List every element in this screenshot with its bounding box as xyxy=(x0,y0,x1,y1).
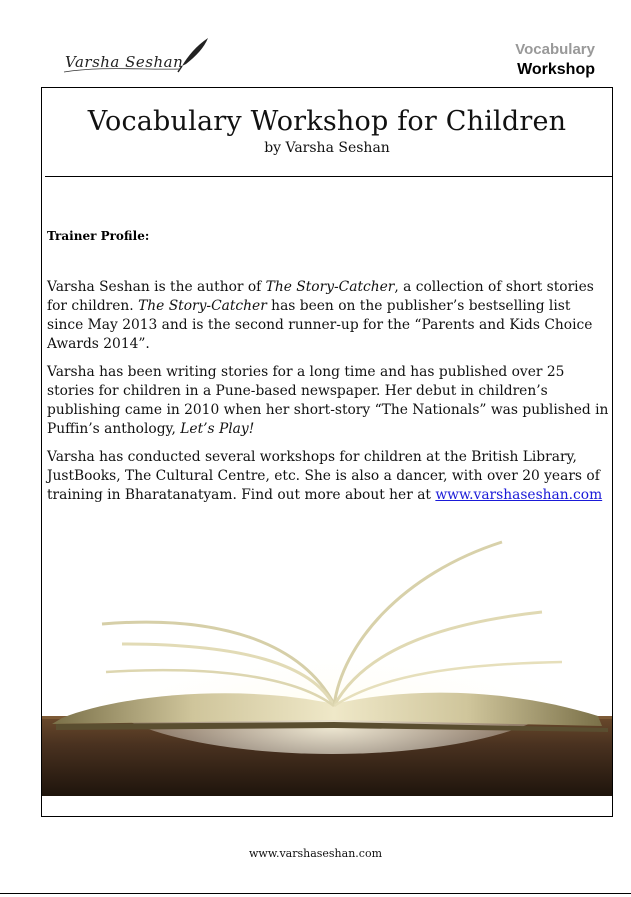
p1-text-c: has been on the publisher’s bestselling list since May 2013 and is the second runner-up for the “Parents and Kids Choice Awards 2014”. xyxy=(47,298,593,352)
paragraph-2 xyxy=(47,363,609,439)
header-label-line2: Workshop xyxy=(517,61,595,78)
website-link[interactable]: www.varshaseshan.com xyxy=(435,487,603,503)
paragraph-3 xyxy=(47,448,609,505)
p1-text-a: Varsha Seshan is the author of xyxy=(47,279,266,295)
footer-divider xyxy=(0,893,631,894)
content-frame xyxy=(41,87,613,817)
paragraph-1 xyxy=(47,278,609,354)
header-label-line1: Vocabulary xyxy=(515,41,595,58)
logo-text: Varsha Seshan xyxy=(65,53,184,71)
profile-body xyxy=(47,278,609,514)
p3-text-a: Varsha has conducted several workshops for children at the British Library, JustBooks, The Cultural Centre, etc. She is also a dancer, with over 20 years of training in Bharatanatyam. Find out more about her at xyxy=(47,449,600,503)
anthology-title: Let’s Play! xyxy=(180,421,255,437)
footer-url: www.varshaseshan.com xyxy=(249,847,382,860)
header-label xyxy=(515,40,595,80)
byline: by Varsha Seshan xyxy=(264,140,390,156)
title-divider xyxy=(45,176,612,177)
logo xyxy=(62,36,212,78)
book-title: The Story-Catcher xyxy=(265,279,395,295)
p2-text-a: Varsha has been writing stories for a long time and has published over 25 stories for children in a Pune-based newspaper. Her debut in children’s publishing came in 2010 when her short-story “The Nationals” was published in Puffin’s anthology, xyxy=(47,364,609,437)
section-label: Trainer Profile: xyxy=(47,229,150,243)
book-title: The Story-Catcher xyxy=(138,298,267,314)
p1-text-b: , a collection of short stories for children. xyxy=(47,279,594,314)
open-book-image xyxy=(42,534,612,796)
page-title: Vocabulary Workshop for Children xyxy=(87,106,567,137)
